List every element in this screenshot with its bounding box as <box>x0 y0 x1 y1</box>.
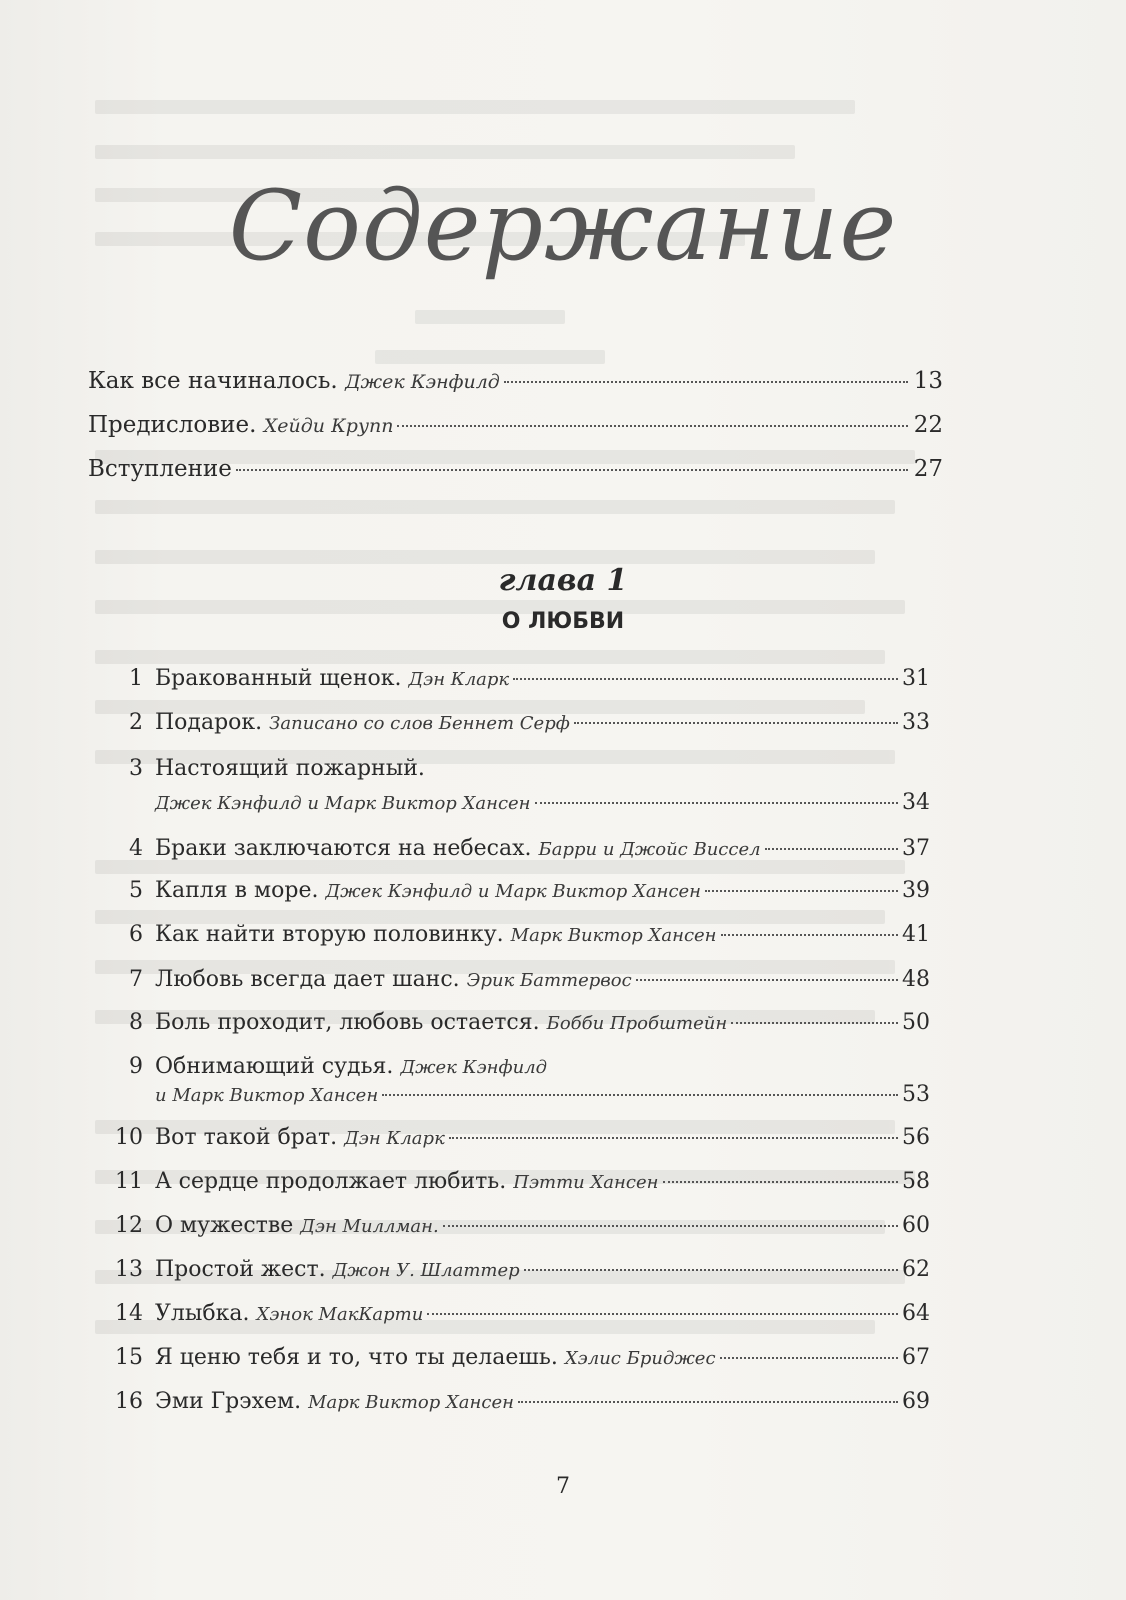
entry-page: 56 <box>902 1125 930 1150</box>
leader-dots <box>236 469 908 471</box>
page-number: 7 <box>556 1474 570 1499</box>
entry-page: 22 <box>913 412 943 438</box>
leader-dots <box>518 1401 898 1403</box>
page-title: Содержание <box>228 170 898 282</box>
entry-page: 31 <box>902 666 930 691</box>
entry-title: Боль проходит, любовь остается. <box>155 1010 540 1035</box>
entry-page: 27 <box>913 456 943 482</box>
toc-entry-continuation[interactable] <box>105 790 930 815</box>
toc-entry[interactable] <box>105 710 930 735</box>
entry-number: 3 <box>129 756 143 781</box>
entry-number: 15 <box>115 1345 143 1370</box>
entry-page: 58 <box>902 1169 930 1194</box>
entry-number: 11 <box>115 1169 143 1194</box>
entry-number: 1 <box>129 666 143 691</box>
chapter-label: глава 1 <box>498 563 628 598</box>
entry-title: Капля в море. <box>155 878 319 903</box>
entry-page: 62 <box>902 1257 930 1282</box>
entry-title: Улыбка. <box>155 1301 250 1326</box>
entry-author: и Марк Виктор Хансен <box>155 1085 379 1106</box>
leader-dots <box>731 1022 898 1024</box>
leader-dots <box>663 1181 899 1183</box>
leader-dots <box>382 1094 898 1096</box>
leader-dots <box>427 1313 898 1315</box>
entry-title: Простой жест. <box>155 1257 326 1282</box>
entry-title: Бракованный щенок. <box>155 666 402 691</box>
entry-page: 33 <box>902 710 930 735</box>
entry-title: Настоящий пожарный. <box>155 756 425 781</box>
entry-number: 14 <box>115 1301 143 1326</box>
leader-dots <box>397 425 907 427</box>
entry-author: Джек Кэнфилд и Марк Виктор Хансен <box>155 793 531 814</box>
toc-entry[interactable] <box>105 922 930 947</box>
toc-entry-continuation[interactable] <box>105 1082 930 1107</box>
entry-page: 67 <box>902 1345 930 1370</box>
entry-title: Подарок. <box>155 710 263 735</box>
entry-author: Барри и Джойс Виссел <box>538 839 761 860</box>
entry-title: Вот такой брат. <box>155 1125 338 1150</box>
entry-page: 48 <box>902 967 930 992</box>
entry-author: Джек Кэнфилд <box>400 1057 548 1078</box>
toc-entry[interactable] <box>105 1213 930 1238</box>
entry-title: Как все начиналось. <box>88 368 338 394</box>
chapter-name: О ЛЮБВИ <box>501 609 625 634</box>
toc-entry[interactable] <box>88 456 943 500</box>
entry-title: А сердце продолжает любить. <box>155 1169 507 1194</box>
entry-title: Я ценю тебя и то, что ты делаешь. <box>155 1345 558 1370</box>
entry-title: Эми Грэхем. <box>155 1389 302 1414</box>
entry-author: Хейди Крупп <box>263 415 394 437</box>
entry-number: 13 <box>115 1257 143 1282</box>
toc-entry[interactable] <box>105 1054 930 1079</box>
entry-author: Дэн Кларк <box>408 669 510 690</box>
leader-dots <box>765 848 898 850</box>
entry-title: Любовь всегда дает шанс. <box>155 967 460 992</box>
entry-author: Марк Виктор Хансен <box>308 1392 514 1413</box>
leader-dots <box>574 722 898 724</box>
entry-number: 16 <box>115 1389 143 1414</box>
entry-number: 4 <box>129 836 143 861</box>
leader-dots <box>449 1137 898 1139</box>
entry-author: Дэн Миллман. <box>300 1216 439 1237</box>
toc-entry[interactable] <box>105 1010 930 1035</box>
toc-entry[interactable] <box>105 1345 930 1370</box>
leader-dots <box>720 1357 898 1359</box>
entry-number: 8 <box>129 1010 143 1035</box>
entry-title: Предисловие. <box>88 412 257 438</box>
toc-entry[interactable] <box>105 1389 930 1414</box>
toc-entry[interactable] <box>105 1125 930 1150</box>
entry-number: 6 <box>129 922 143 947</box>
toc-entry[interactable] <box>105 836 930 861</box>
entry-author: Хэлис Бриджес <box>564 1348 716 1369</box>
entry-author: Дэн Кларк <box>344 1128 445 1149</box>
leader-dots <box>721 934 898 936</box>
leader-dots <box>504 381 908 383</box>
entry-title: О мужестве <box>155 1213 294 1238</box>
entry-page: 53 <box>902 1082 930 1107</box>
entry-author: Пэтти Хансен <box>513 1172 659 1193</box>
entry-page: 69 <box>902 1389 930 1414</box>
entry-author: Джек Кэнфилд <box>345 371 500 393</box>
leader-dots <box>443 1225 898 1227</box>
toc-entry[interactable] <box>105 1301 930 1326</box>
leader-dots <box>524 1269 898 1271</box>
entry-number: 7 <box>129 967 143 992</box>
toc-entry[interactable] <box>105 1257 930 1282</box>
toc-entry[interactable] <box>105 1169 930 1194</box>
entry-number: 12 <box>115 1213 143 1238</box>
leader-dots <box>535 802 898 804</box>
entry-title: Обнимающий судья. <box>155 1054 394 1079</box>
entry-page: 39 <box>902 878 930 903</box>
leader-dots <box>513 678 898 680</box>
toc-entry[interactable] <box>105 756 930 781</box>
entry-page: 64 <box>902 1301 930 1326</box>
entry-number: 5 <box>129 878 143 903</box>
toc-entry[interactable] <box>105 967 930 992</box>
entry-page: 41 <box>902 922 930 947</box>
entry-author: Записано со слов Беннет Серф <box>269 713 570 734</box>
entry-page: 50 <box>902 1010 930 1035</box>
entry-page: 37 <box>902 836 930 861</box>
toc-entry[interactable] <box>88 412 943 456</box>
entry-title: Как найти вторую половинку. <box>155 922 504 947</box>
leader-dots <box>705 890 898 892</box>
entry-author: Эрик Баттервос <box>466 970 632 991</box>
entry-page: 13 <box>913 368 943 394</box>
entry-author: Хэнок МакКарти <box>256 1304 424 1325</box>
entry-number: 9 <box>129 1054 143 1079</box>
toc-entry[interactable] <box>88 368 943 412</box>
entry-title: Вступление <box>88 456 232 482</box>
toc-entry[interactable] <box>105 666 930 691</box>
entry-author: Джон У. Шлаттер <box>332 1260 520 1281</box>
entry-number: 10 <box>115 1125 143 1150</box>
toc-entry[interactable] <box>105 878 930 903</box>
entry-page: 34 <box>902 790 930 815</box>
entry-title: Браки заключаются на небесах. <box>155 836 532 861</box>
entry-number: 2 <box>129 710 143 735</box>
leader-dots <box>636 979 898 981</box>
entry-author: Бобби Пробштейн <box>546 1013 728 1034</box>
entry-page: 60 <box>902 1213 930 1238</box>
entry-author: Джек Кэнфилд и Марк Виктор Хансен <box>325 881 702 902</box>
entry-author: Марк Виктор Хансен <box>510 925 717 946</box>
